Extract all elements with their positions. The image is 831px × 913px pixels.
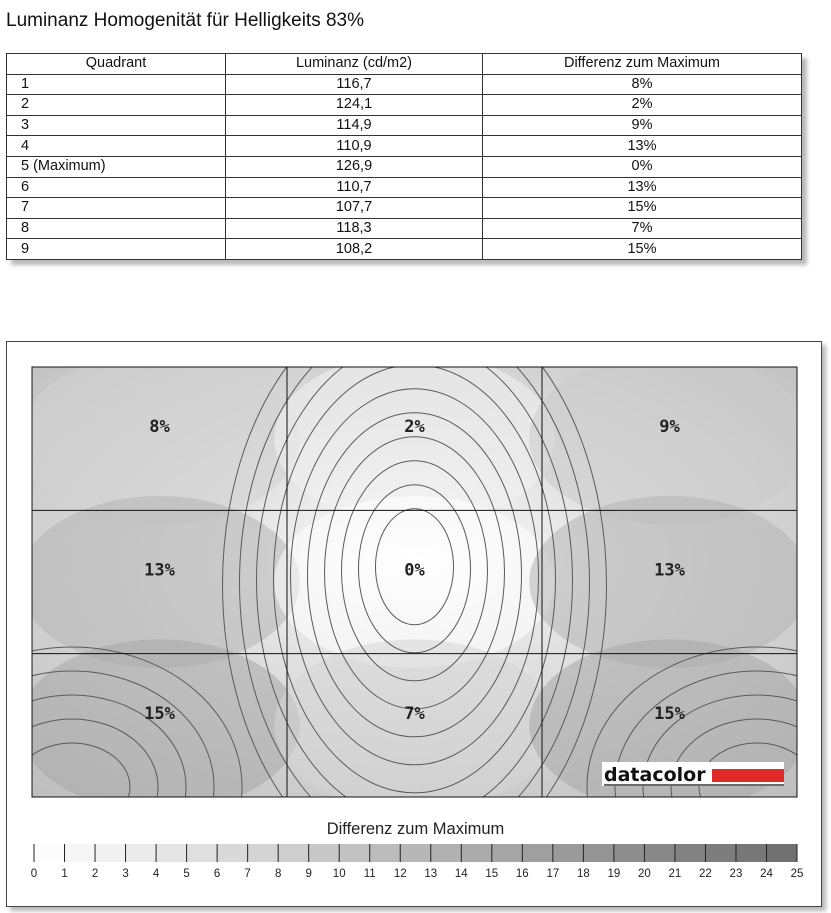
- colorbar-tick-label: 0: [30, 868, 38, 880]
- colorbar-swatch: [248, 844, 279, 862]
- cell-luminance: 116,7: [226, 74, 483, 95]
- cell-quadrant: 4: [7, 136, 226, 157]
- colorbar-swatch: [400, 844, 431, 862]
- colorbar-tick-label: 1: [61, 868, 68, 880]
- colorbar-swatch: [126, 844, 157, 862]
- colorbar-tick-label: 3: [122, 868, 129, 880]
- colorbar-tick-label: 16: [515, 868, 529, 880]
- table-row: [7, 74, 802, 95]
- table-row: [7, 95, 802, 116]
- colorbar-tick-label: 5: [183, 868, 190, 880]
- cell-quadrant: 8: [7, 218, 226, 239]
- heatmap-cell-label: 8%: [149, 417, 170, 438]
- cell-difference: 15%: [483, 198, 802, 219]
- heatmap-cell-label: 9%: [659, 417, 680, 438]
- colorbar-swatch: [339, 844, 370, 862]
- cell-luminance: 107,7: [226, 198, 483, 219]
- colorbar-tick-label: 13: [424, 868, 438, 880]
- colorbar-swatch: [736, 844, 767, 862]
- colorbar-swatch: [766, 844, 797, 862]
- colorbar-tick-label: 14: [454, 868, 468, 880]
- uniformity-panel: [6, 341, 822, 907]
- colorbar-swatch: [553, 844, 584, 862]
- heatmap-cell-label: 2%: [404, 417, 425, 438]
- cell-difference: 13%: [483, 177, 802, 198]
- table-row: [7, 198, 802, 219]
- colorbar-tick-label: 15: [485, 868, 499, 880]
- colorbar-tick-label: 2: [91, 868, 99, 880]
- colorbar-tick-label: 4: [152, 868, 160, 880]
- cell-difference: 9%: [483, 115, 802, 136]
- colorbar-swatch: [95, 844, 126, 862]
- cell-difference: 13%: [483, 136, 802, 157]
- colorbar-tick-label: 10: [332, 868, 346, 880]
- colorbar-swatch: [431, 844, 462, 862]
- colorbar-swatch: [156, 844, 187, 862]
- colorbar-swatch: [309, 844, 340, 862]
- colorbar-tick-label: 6: [213, 868, 221, 880]
- cell-quadrant: 1: [7, 74, 226, 95]
- table-row: [7, 177, 802, 198]
- header-luminance: Luminanz (cd/m2): [226, 54, 483, 75]
- luminance-table: [6, 53, 802, 260]
- table-row: [7, 239, 802, 260]
- colorbar-swatch: [522, 844, 553, 862]
- cell-luminance: 108,2: [226, 239, 483, 260]
- datacolor-logo-bar: [712, 769, 784, 782]
- colorbar-swatch: [461, 844, 492, 862]
- colorbar-tick-label: 22: [699, 868, 712, 880]
- cell-quadrant: 7: [7, 198, 226, 219]
- cell-luminance: 114,9: [226, 115, 483, 136]
- cell-quadrant: 9: [7, 239, 226, 260]
- cell-difference: 0%: [483, 156, 802, 177]
- cell-quadrant: 2: [7, 95, 226, 116]
- colorbar-tick-label: 18: [576, 868, 590, 880]
- cell-difference: 2%: [483, 95, 802, 116]
- table-row: [7, 136, 802, 157]
- cell-luminance: 126,9: [226, 156, 483, 177]
- cell-luminance: 118,3: [226, 218, 483, 239]
- colorbar-tick-label: 8: [274, 868, 282, 880]
- heatmap-cell-label: 13%: [144, 560, 175, 581]
- colorbar-tick-label: 9: [305, 868, 312, 880]
- colorbar-tick-label: 12: [393, 868, 407, 880]
- heatmap-cell-label: 0%: [404, 560, 425, 581]
- colorbar-swatch: [278, 844, 309, 862]
- datacolor-logo: datacolor: [604, 764, 706, 786]
- header-quadrant: Quadrant: [7, 54, 226, 75]
- cell-quadrant: 5 (Maximum): [7, 156, 226, 177]
- colorbar-swatch: [370, 844, 401, 862]
- table-row: [7, 115, 802, 136]
- colorbar-tick-label: 17: [546, 868, 560, 880]
- table-row: [7, 156, 802, 177]
- colorbar-title: Differenz zum Maximum: [326, 820, 505, 838]
- colorbar-tick-label: 20: [638, 868, 651, 880]
- cell-difference: 15%: [483, 239, 802, 260]
- colorbar-swatch: [492, 844, 523, 862]
- heatmap-cell-label: 15%: [654, 703, 685, 724]
- cell-luminance: 110,9: [226, 136, 483, 157]
- table-header-row: [7, 54, 802, 75]
- colorbar-swatch: [65, 844, 96, 862]
- heatmap-cell-label: 7%: [404, 703, 425, 724]
- colorbar-tick-label: 24: [760, 868, 773, 880]
- cell-difference: 8%: [483, 74, 802, 95]
- header-difference: Differenz zum Maximum: [483, 54, 802, 75]
- colorbar-tick-label: 19: [607, 868, 621, 880]
- heatmap-cell-shade: [19, 639, 300, 811]
- cell-luminance: 110,7: [226, 177, 483, 198]
- colorbar-swatch: [705, 844, 736, 862]
- colorbar-swatch: [217, 844, 248, 862]
- luminance-table-container: [6, 53, 802, 260]
- heatmap-cell-label: 13%: [654, 560, 685, 581]
- uniformity-heatmap: [7, 342, 821, 906]
- table-row: [7, 218, 802, 239]
- colorbar-swatch: [187, 844, 218, 862]
- heatmap-cell-shade: [274, 639, 555, 811]
- colorbar-swatch: [614, 844, 645, 862]
- colorbar-tick-label: 23: [729, 868, 743, 880]
- colorbar-tick-label: 25: [790, 868, 804, 880]
- colorbar-swatch: [675, 844, 706, 862]
- page-title: Luminanz Homogenität für Helligkeits 83%: [6, 10, 365, 31]
- colorbar-swatch: [644, 844, 675, 862]
- colorbar-tick-label: 11: [363, 868, 376, 880]
- colorbar-swatch: [34, 844, 65, 862]
- heatmap-cell-label: 15%: [144, 703, 175, 724]
- colorbar-tick-label: 21: [668, 868, 682, 880]
- colorbar-tick-label: 7: [244, 868, 251, 880]
- cell-quadrant: 3: [7, 115, 226, 136]
- cell-quadrant: 6: [7, 177, 226, 198]
- cell-difference: 7%: [483, 218, 802, 239]
- cell-luminance: 124,1: [226, 95, 483, 116]
- colorbar-swatch: [583, 844, 614, 862]
